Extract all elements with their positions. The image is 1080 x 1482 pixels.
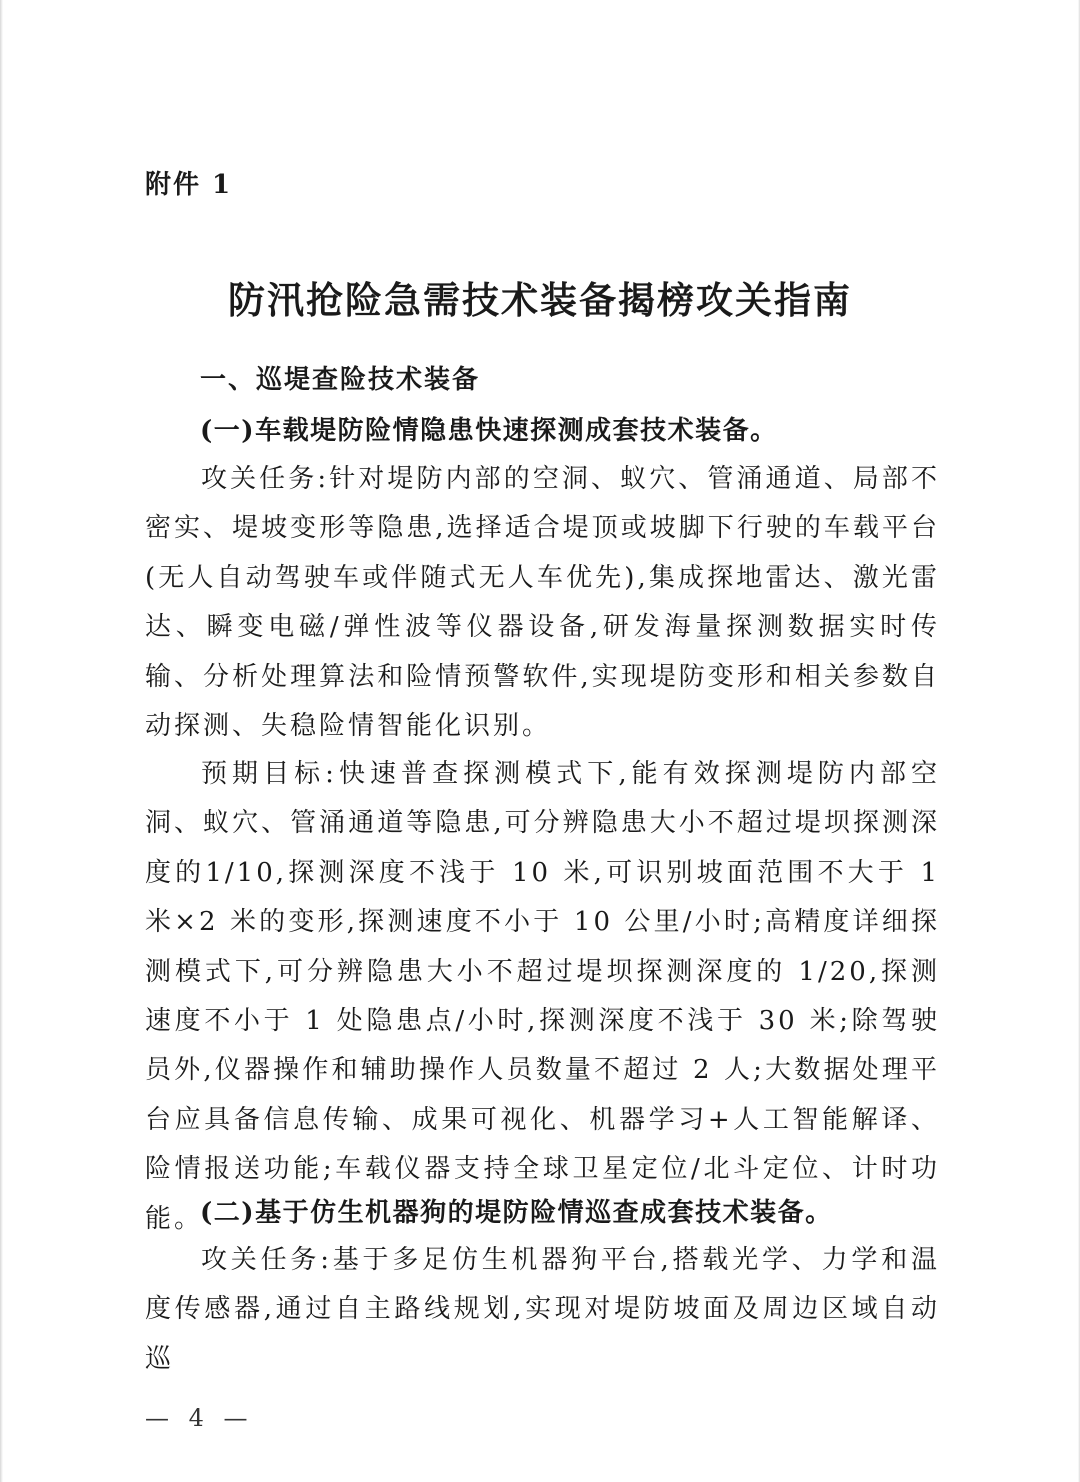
- page-edge: [0, 0, 3, 1482]
- goal-paragraph-1: 预期目标:快速普查探测模式下,能有效探测堤防内部空洞、蚁穴、管涌通道等隐患,可分辨隐患大小不超过堤坝探测深度的1/10,探测深度不浅于 10 米,可识别坡面范围不大于 1 米×2 米的变形,探测速度不小于 10 公里/小时;高精度详细探测模式下,可分辨隐患大小不超过堤坝探测深度的 1/20,探测速度不小于 1 处隐患点/小时,探测深度不浅于 30 米;除驾驶员外,仪器操作和辅助操作人员数量不超过 2 人;大数据处理平台应具备信息传输、成果可视化、机器学习+人工智能解译、险情报送功能;车载仪器支持全球卫星定位/北斗定位、计时功能。: [145, 759, 940, 1234]
- document-title: 防汛抢险急需技术装备揭榜攻关指南: [228, 278, 852, 322]
- task-paragraph-2: 攻关任务:基于多足仿生机器狗平台,搭载光学、力学和温度传感器,通过自主路线规划,实现对堤防坡面及周边区域自动巡: [145, 1245, 940, 1374]
- task-paragraph-1: 攻关任务:针对堤防内部的空洞、蚁穴、管涌通道、局部不密实、堤坡变形等隐患,选择适合堤顶或坡脚下行驶的车载平台(无人自动驾驶车或伴随式无人车优先),集成探地雷达、激光雷达、瞬变电磁/弹性波等仪器设备,研发海量探测数据实时传输、分析处理算法和险情预警软件,实现堤防变形和相关参数自动探测、失稳险情智能化识别。: [145, 464, 940, 742]
- page-number: — 4 —: [145, 1404, 254, 1432]
- section-heading: 一、巡堤查险技术装备: [200, 365, 481, 395]
- attachment-label: 附件 1: [145, 170, 233, 200]
- subsection-heading-1: (一)车载堤防险情隐患快速探测成套技术装备。: [200, 416, 778, 446]
- subsection-heading-2: (二)基于仿生机器狗的堤防险情巡查成套技术装备。: [200, 1198, 833, 1228]
